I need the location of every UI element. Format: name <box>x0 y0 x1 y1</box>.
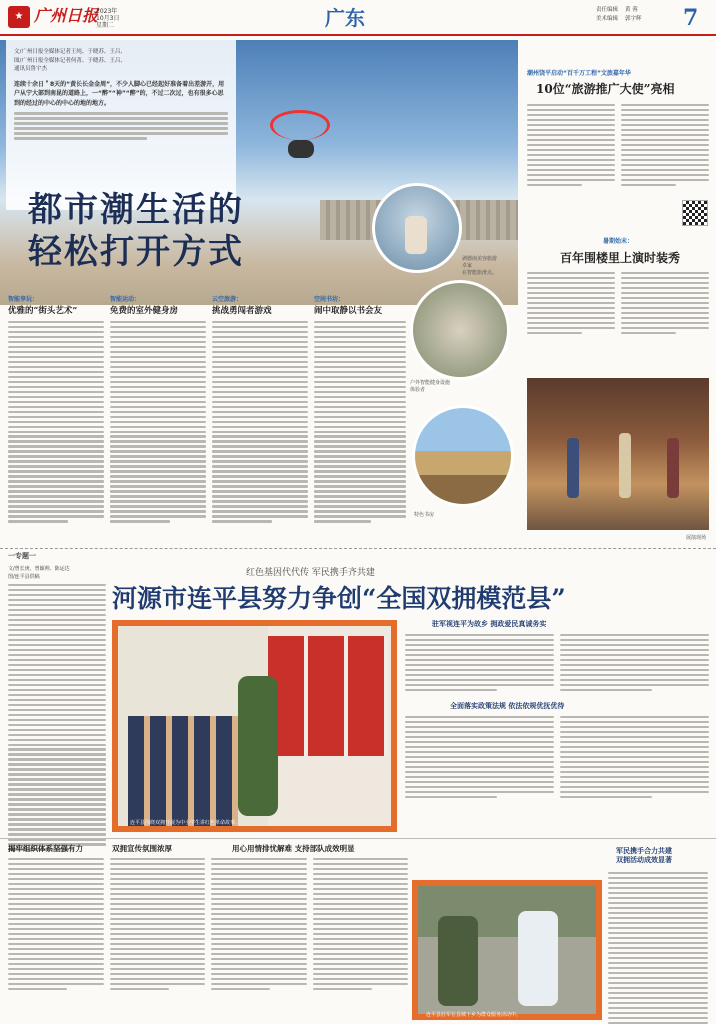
right-article-2 <box>527 272 709 334</box>
column-1 <box>8 296 104 523</box>
column-3 <box>212 296 308 523</box>
column-3-text <box>212 321 308 523</box>
special-sub-2: 全面落实政策法规 依法依规优抚优待 <box>450 702 565 710</box>
intro-text <box>14 112 228 139</box>
intro-box <box>6 40 236 210</box>
special-byline: 文/曾长庚、曾颖帅、陈运达 图/连平县供稿 <box>8 566 70 580</box>
poster-wall <box>268 636 388 756</box>
column-2-text <box>110 321 206 523</box>
feature-headline-1: 都市潮生活的 <box>28 190 244 230</box>
column-1-tag: 智能享玩： <box>8 296 39 303</box>
top-byline: 文/广州日报全媒体记者王纯、于晓苏、王吕、 图/广州日报全媒体记者何菁、于晓苏、王吕、 通讯员鲁宇杰 <box>14 49 126 73</box>
column-2-tag: 智能运动： <box>110 296 141 303</box>
column-2-title: 免费的室外健身房 <box>110 305 179 316</box>
right-pre-title: 潮州饶平启动“百千万工程”文旅嘉年华 <box>527 70 631 77</box>
lower-heading-3: 用心用情排忧解难 支持部队成效明显 <box>232 844 355 853</box>
lower-heading-2: 双拥宣传氛围浓厚 <box>112 844 172 853</box>
column-2 <box>110 296 206 523</box>
special-text-1 <box>405 634 709 691</box>
special-left-col <box>8 584 106 851</box>
art-editor-name: 郭宇辉 <box>625 16 642 22</box>
column-4-tag: 空间书坊： <box>314 296 345 303</box>
page-number: 7 <box>683 5 699 31</box>
column-4-text <box>314 321 406 523</box>
fashion-show-photo <box>527 378 709 530</box>
top-intro: 连续十余日＂8天的“黄长长金金周”，不少人脚心已经起好准备着出差游开，用户从宁大部到南昆的道路上，一“醉”“神”“醉”的，不过二次过，也有很多心思到的经过的中心的中心的地的地方。 <box>14 80 225 107</box>
qr-code <box>682 200 708 226</box>
lower-divider <box>0 838 716 839</box>
issue-date-2: 10月3日 <box>96 15 120 22</box>
special-label: 一专题一 <box>8 552 36 560</box>
right-article-1 <box>527 104 709 186</box>
newspaper-name: 广州日报 <box>34 6 99 25</box>
weekday: 星期二 <box>96 22 115 29</box>
special-text-3 <box>608 872 708 1024</box>
children-group <box>128 716 241 826</box>
photo-caption-main: 连平县围绕双拥开展为中小学生讲红色革命故事。 <box>130 820 241 826</box>
lower-text <box>8 858 408 990</box>
right-subhead: 百年围楼里上演时装秀 <box>560 251 681 265</box>
art-editor-label: 美术编辑 <box>596 16 619 22</box>
fitness-photo <box>410 280 510 380</box>
masthead <box>0 0 716 36</box>
right-headline: 10位“旅游推广大使”亮相 <box>536 82 675 96</box>
column-3-tag: 云空旅游： <box>212 296 243 303</box>
skydiver-figure <box>288 140 314 158</box>
column-3-title: 挑战勇闯者游戏 <box>212 305 272 316</box>
special-headline: 河源市连平县努力争创“全国双拥模范县” <box>112 584 566 613</box>
special-pre-title: 红色基因代代传 军民携手齐共建 <box>246 568 375 578</box>
fashion-caption: 展演现场 <box>686 535 707 541</box>
veteran-figure <box>238 676 278 816</box>
photo-caption-1: 剥德南美容旅游 卓家 在智能旅滑点。 <box>462 256 498 276</box>
pianist-figure <box>405 216 427 254</box>
special-text-2 <box>405 716 709 798</box>
special-sub-1: 驻军视连平为故乡 拥政爱民真诚务实 <box>432 620 547 628</box>
column-4-title: 闹中取静以书会友 <box>314 305 383 316</box>
paraglider <box>270 110 330 140</box>
newspaper-logo: ★ <box>8 6 30 28</box>
section-title: 广东 <box>325 6 365 30</box>
editor-name: 黄 蓉 <box>625 7 638 13</box>
bookstore-photo <box>412 405 514 507</box>
photo-caption-2: 户外智能健身设施 体验者 <box>410 380 451 393</box>
editor-label: 责任编辑 <box>596 7 619 13</box>
piano-photo <box>372 183 462 273</box>
column-4 <box>314 296 406 523</box>
photo-caption-lower: 连平县驻军在县城下乡为群众服务活动中。 <box>426 1012 522 1018</box>
special-sub-3: 军民携手合力共建 双拥活动成效显著 <box>616 846 672 865</box>
exhibition-photo <box>112 620 397 832</box>
lower-heading-1: 揭牢组织体系坚强有力 <box>8 844 83 853</box>
medical-service-photo <box>412 880 602 1020</box>
right-sub-pre: 暑期始末： <box>603 238 634 245</box>
feature-headline-2: 轻松打开方式 <box>28 232 244 272</box>
special-divider <box>0 548 716 549</box>
column-1-text <box>8 321 104 523</box>
issue-date: 2023年 <box>96 8 118 15</box>
column-1-title: 优雅的“街头艺术” <box>8 305 78 316</box>
photo-caption-3: 特色书房 <box>414 512 435 518</box>
